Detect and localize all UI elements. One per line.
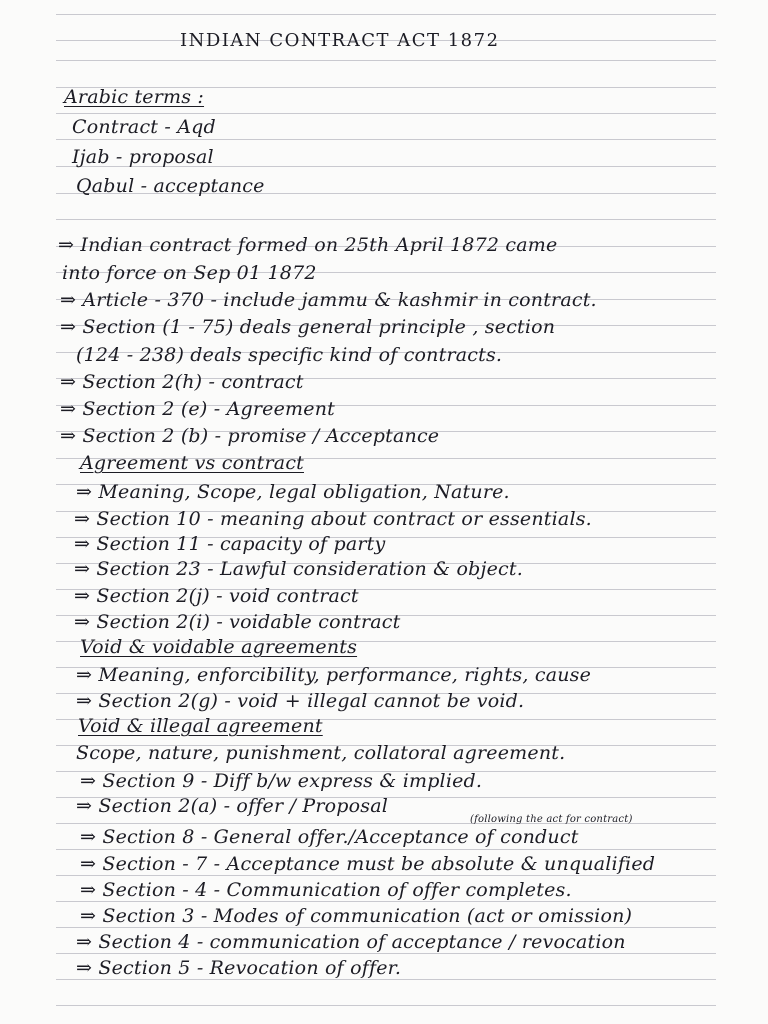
note-line: ⇒ Section 2(a) - offer / Proposal (76, 795, 389, 817)
note-line: ⇒ Section 2(h) - contract (60, 371, 304, 393)
note-line: ⇒ Meaning, Scope, legal obligation, Nature. (76, 481, 510, 503)
arabic-terms-heading: Arabic terms : (64, 86, 205, 108)
ruled-line (56, 113, 716, 114)
note-line: into force on Sep 01 1872 (62, 262, 317, 284)
note-line: ⇒ Section 4 - communication of acceptance / revocation (76, 931, 626, 953)
section-heading: Agreement vs contract (80, 452, 304, 474)
note-line: ⇒ Section 2(j) - void contract (74, 585, 359, 607)
ruled-line (56, 219, 716, 220)
note-line: ⇒ Meaning, enforcibility, performance, rights, cause (76, 664, 592, 686)
ruled-line (56, 875, 716, 876)
ruled-line (56, 14, 716, 15)
ruled-line (56, 901, 716, 902)
note-line: ⇒ Indian contract formed on 25th April 1872 came (58, 234, 558, 256)
section-heading: Void & illegal agreement (78, 715, 323, 737)
note-line: ⇒ Article - 370 - include jammu & kashmir in contract. (60, 289, 597, 311)
note-line: ⇒ Section 8 - General offer./Acceptance of conduct (80, 826, 579, 848)
ruled-line (56, 927, 716, 928)
ruled-line (56, 60, 716, 61)
note-line: ⇒ Section 3 - Modes of communication (act or omission) (80, 905, 633, 927)
note-line: ⇒ Section 2(g) - void + illegal cannot be void. (76, 690, 525, 712)
note-line: Ijab - proposal (72, 146, 214, 168)
note-line: Qabul - acceptance (76, 175, 265, 197)
note-line: ⇒ Section - 4 - Communication of offer completes. (80, 879, 572, 901)
note-line: Scope, nature, punishment, collatoral agreement. (76, 742, 566, 764)
note-line: ⇒ Section (1 - 75) deals general principle , section (60, 316, 556, 338)
note-line: ⇒ Section 2 (e) - Agreement (60, 398, 335, 420)
note-line: ⇒ Section 2 (b) - promise / Acceptance (60, 425, 440, 447)
note-line: (124 - 238) deals specific kind of contracts. (76, 344, 503, 366)
note-line: ⇒ Section 10 - meaning about contract or essentials. (74, 508, 592, 530)
note-line: ⇒ Section 23 - Lawful consideration & object. (74, 558, 523, 580)
note-line: Contract - Aqd (72, 116, 216, 138)
ruled-line (56, 979, 716, 980)
section-heading: Void & voidable agreements (80, 636, 358, 658)
page-title: INDIAN CONTRACT ACT 1872 (180, 30, 500, 51)
note-line: ⇒ Section 2(i) - voidable contract (74, 611, 401, 633)
ruled-line (56, 953, 716, 954)
ruled-line (56, 1005, 716, 1006)
note-line: ⇒ Section 9 - Diff b/w express & implied. (80, 770, 483, 792)
ruled-line (56, 139, 716, 140)
note-line: ⇒ Section - 7 - Acceptance must be absolute & unqualified (80, 853, 656, 875)
note-line: ⇒ Section 5 - Revocation of offer. (76, 957, 402, 979)
margin-annotation: (following the act for contract) (470, 814, 633, 825)
ruled-line (56, 849, 716, 850)
note-line: ⇒ Section 11 - capacity of party (74, 533, 386, 555)
